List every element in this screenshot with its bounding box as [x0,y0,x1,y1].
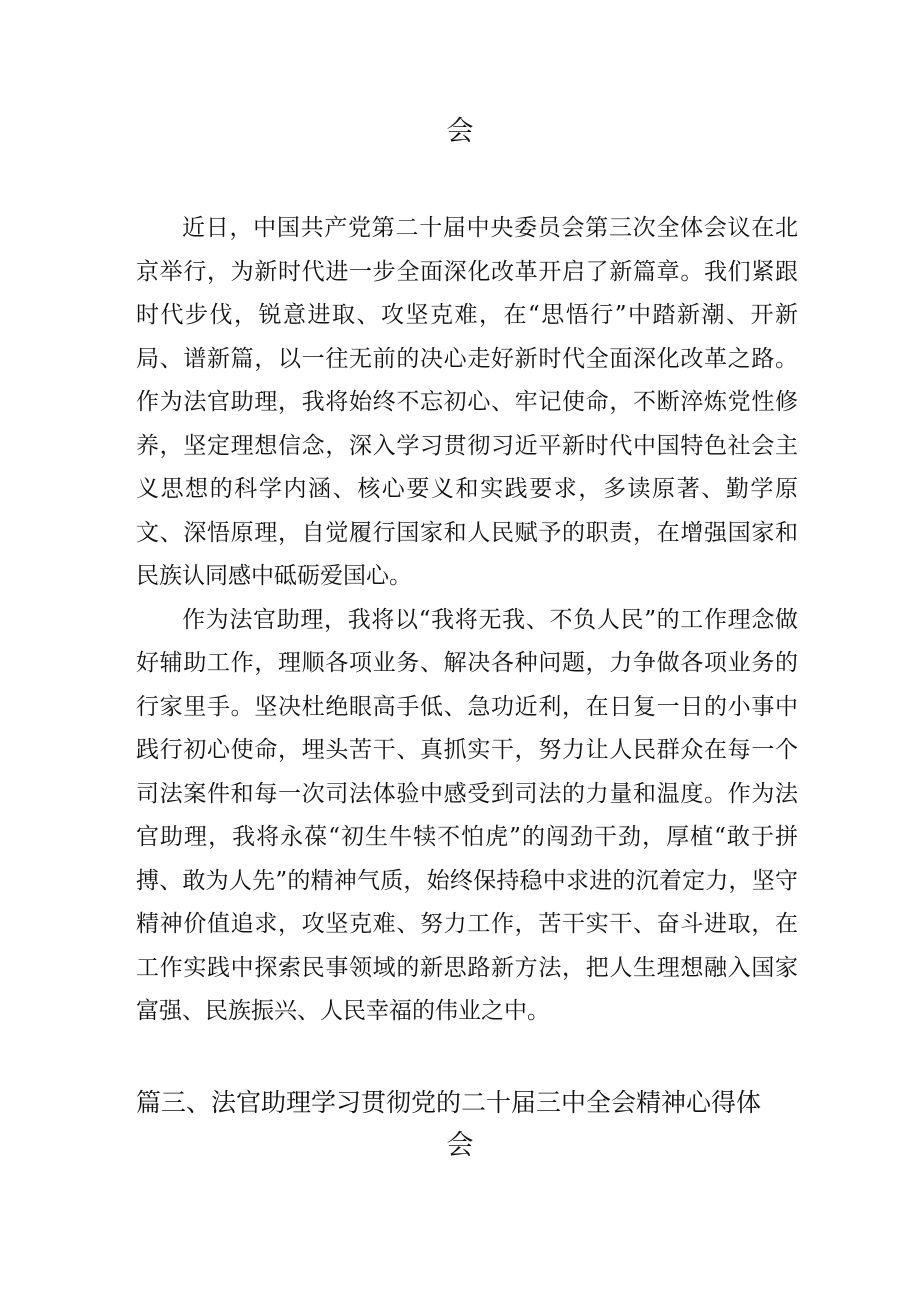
body-text [136,207,798,1034]
section-heading-continuation: 会 [446,1130,474,1161]
previous-heading-continuation: 会 [446,116,474,147]
section-heading: 篇三、法官助理学习贯彻党的二十届三中全会精神心得体 [136,1088,762,1117]
paragraph-1: 近日，中国共产党第二十届中央委员会第三次全体会议在北京举行，为新时代进一步全面深化改革开启了新篇章。我们紧跟时代步伐，锐意进取、攻坚克难，在“思悟行”中踏新潮、开新局、谱新篇，以一往无前的决心走好新时代全面深化改革之路。作为法官助理，我将始终不忘初心、牢记使命，不断淬炼党性修养，坚定理想信念，深入学习贯彻习近平新时代中国特色社会主义思想的科学内涵、核心要义和实践要求，多读原著、勤学原文、深悟原理，自觉履行国家和人民赋予的职责，在增强国家和民族认同感中砥砺爱国心。 [136,215,798,589]
paragraph-2: 作为法官助理，我将以“我将无我、不负人民”的工作理念做好辅助工作，理顺各项业务、解决各种问题，力争做各项业务的行家里手。坚决杜绝眼高手低、急功近利，在日复一日的小事中践行初心使命，埋头苦干、真抓实干，努力让人民群众在每一个司法案件和每一次司法体验中感受到司法的力量和温度。作为法官助理，我将永葆“初生牛犊不怕虎”的闯劲干劲，厚植“敢于拼搏、敢为人先”的精神气质，始终保持稳中求进的沉着定力，坚守精神价值追求，攻坚克难、努力工作，苦干实干、奋斗进取，在工作实践中探索民事领域的新思路新方法，把人生理想融入国家富强、民族振兴、人民幸福的伟业之中。 [136,606,798,1024]
